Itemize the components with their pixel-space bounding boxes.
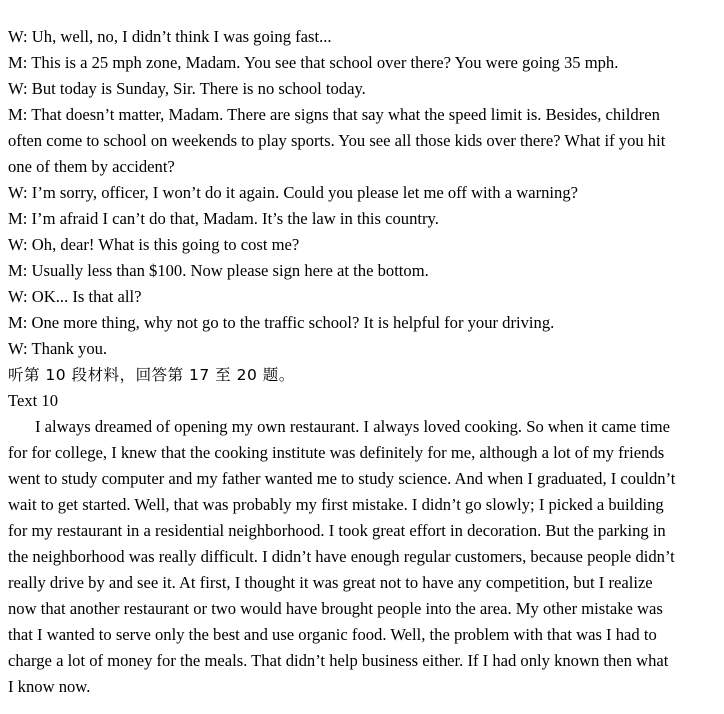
dialogue-line: M: I’m afraid I can’t do that, Madam. It’s the law in this country. [8,209,439,228]
passage-line: wait to get started. Well, that was probably my first mistake. I didn’t go slowly; I picked a building [8,495,664,514]
dialogue-line: W: Oh, dear! What is this going to cost me? [8,235,300,254]
passage-line: I always dreamed of opening my own restaurant. I always loved cooking. So when it came time [35,417,670,436]
dialogue-line: M: One more thing, why not go to the traffic school? It is helpful for your driving. [8,313,555,332]
passage-line: charge a lot of money for the meals. That didn’t help business either. If I had only known then what [8,651,669,670]
dialogue-line: W: Thank you. [8,339,108,358]
dialogue-line: W: Uh, well, no, I didn’t think I was going fast... [8,27,332,46]
dialogue-line: M: Usually less than $100. Now please sign here at the bottom. [8,261,429,280]
passage-line: really drive by and see it. At first, I thought it was great not to have any competition, but I realize [8,573,653,592]
dialogue-line: W: I’m sorry, officer, I won’t do it again. Could you please let me off with a warning? [8,183,578,202]
passage-line: that I wanted to serve only the best and use organic food. Well, the problem with that was I had to [8,625,657,644]
dialogue-line: often come to school on weekends to play sports. You see all those kids over there? What if you hit [8,131,666,150]
passage-line: the neighborhood was really difficult. I didn’t have enough regular customers, because people didn’t [8,547,675,566]
passage-line: I know now. [8,677,91,696]
passage-line: for for college, I knew that the cooking institute was definitely for me, although a lot of my friends [8,443,665,462]
passage-line: went to study computer and my father wanted me to study science. And when I graduated, I couldn’t [8,469,676,488]
dialogue-line: M: This is a 25 mph zone, Madam. You see that school over there? You were going 35 mph. [8,53,619,72]
dialogue-line: W: But today is Sunday, Sir. There is no school today. [8,79,366,98]
dialogue-line: one of them by accident? [8,157,175,176]
passage-line: for my restaurant in a residential neighborhood. I took great effort in decoration. But the parking in [8,521,666,540]
dialogue-line: W: OK... Is that all? [8,287,142,306]
dialogue-line: M: That doesn’t matter, Madam. There are signs that say what the speed limit is. Besides, children [8,105,660,124]
passage-line: now that another restaurant or two would have brought people into the area. My other mistake was [8,599,663,618]
section-instruction: 听第 10 段材料，回答第 17 至 20 题。 [8,366,295,384]
document-page [8,24,720,700]
text-title: Text 10 [8,391,58,410]
passage-paragraph [8,414,720,700]
